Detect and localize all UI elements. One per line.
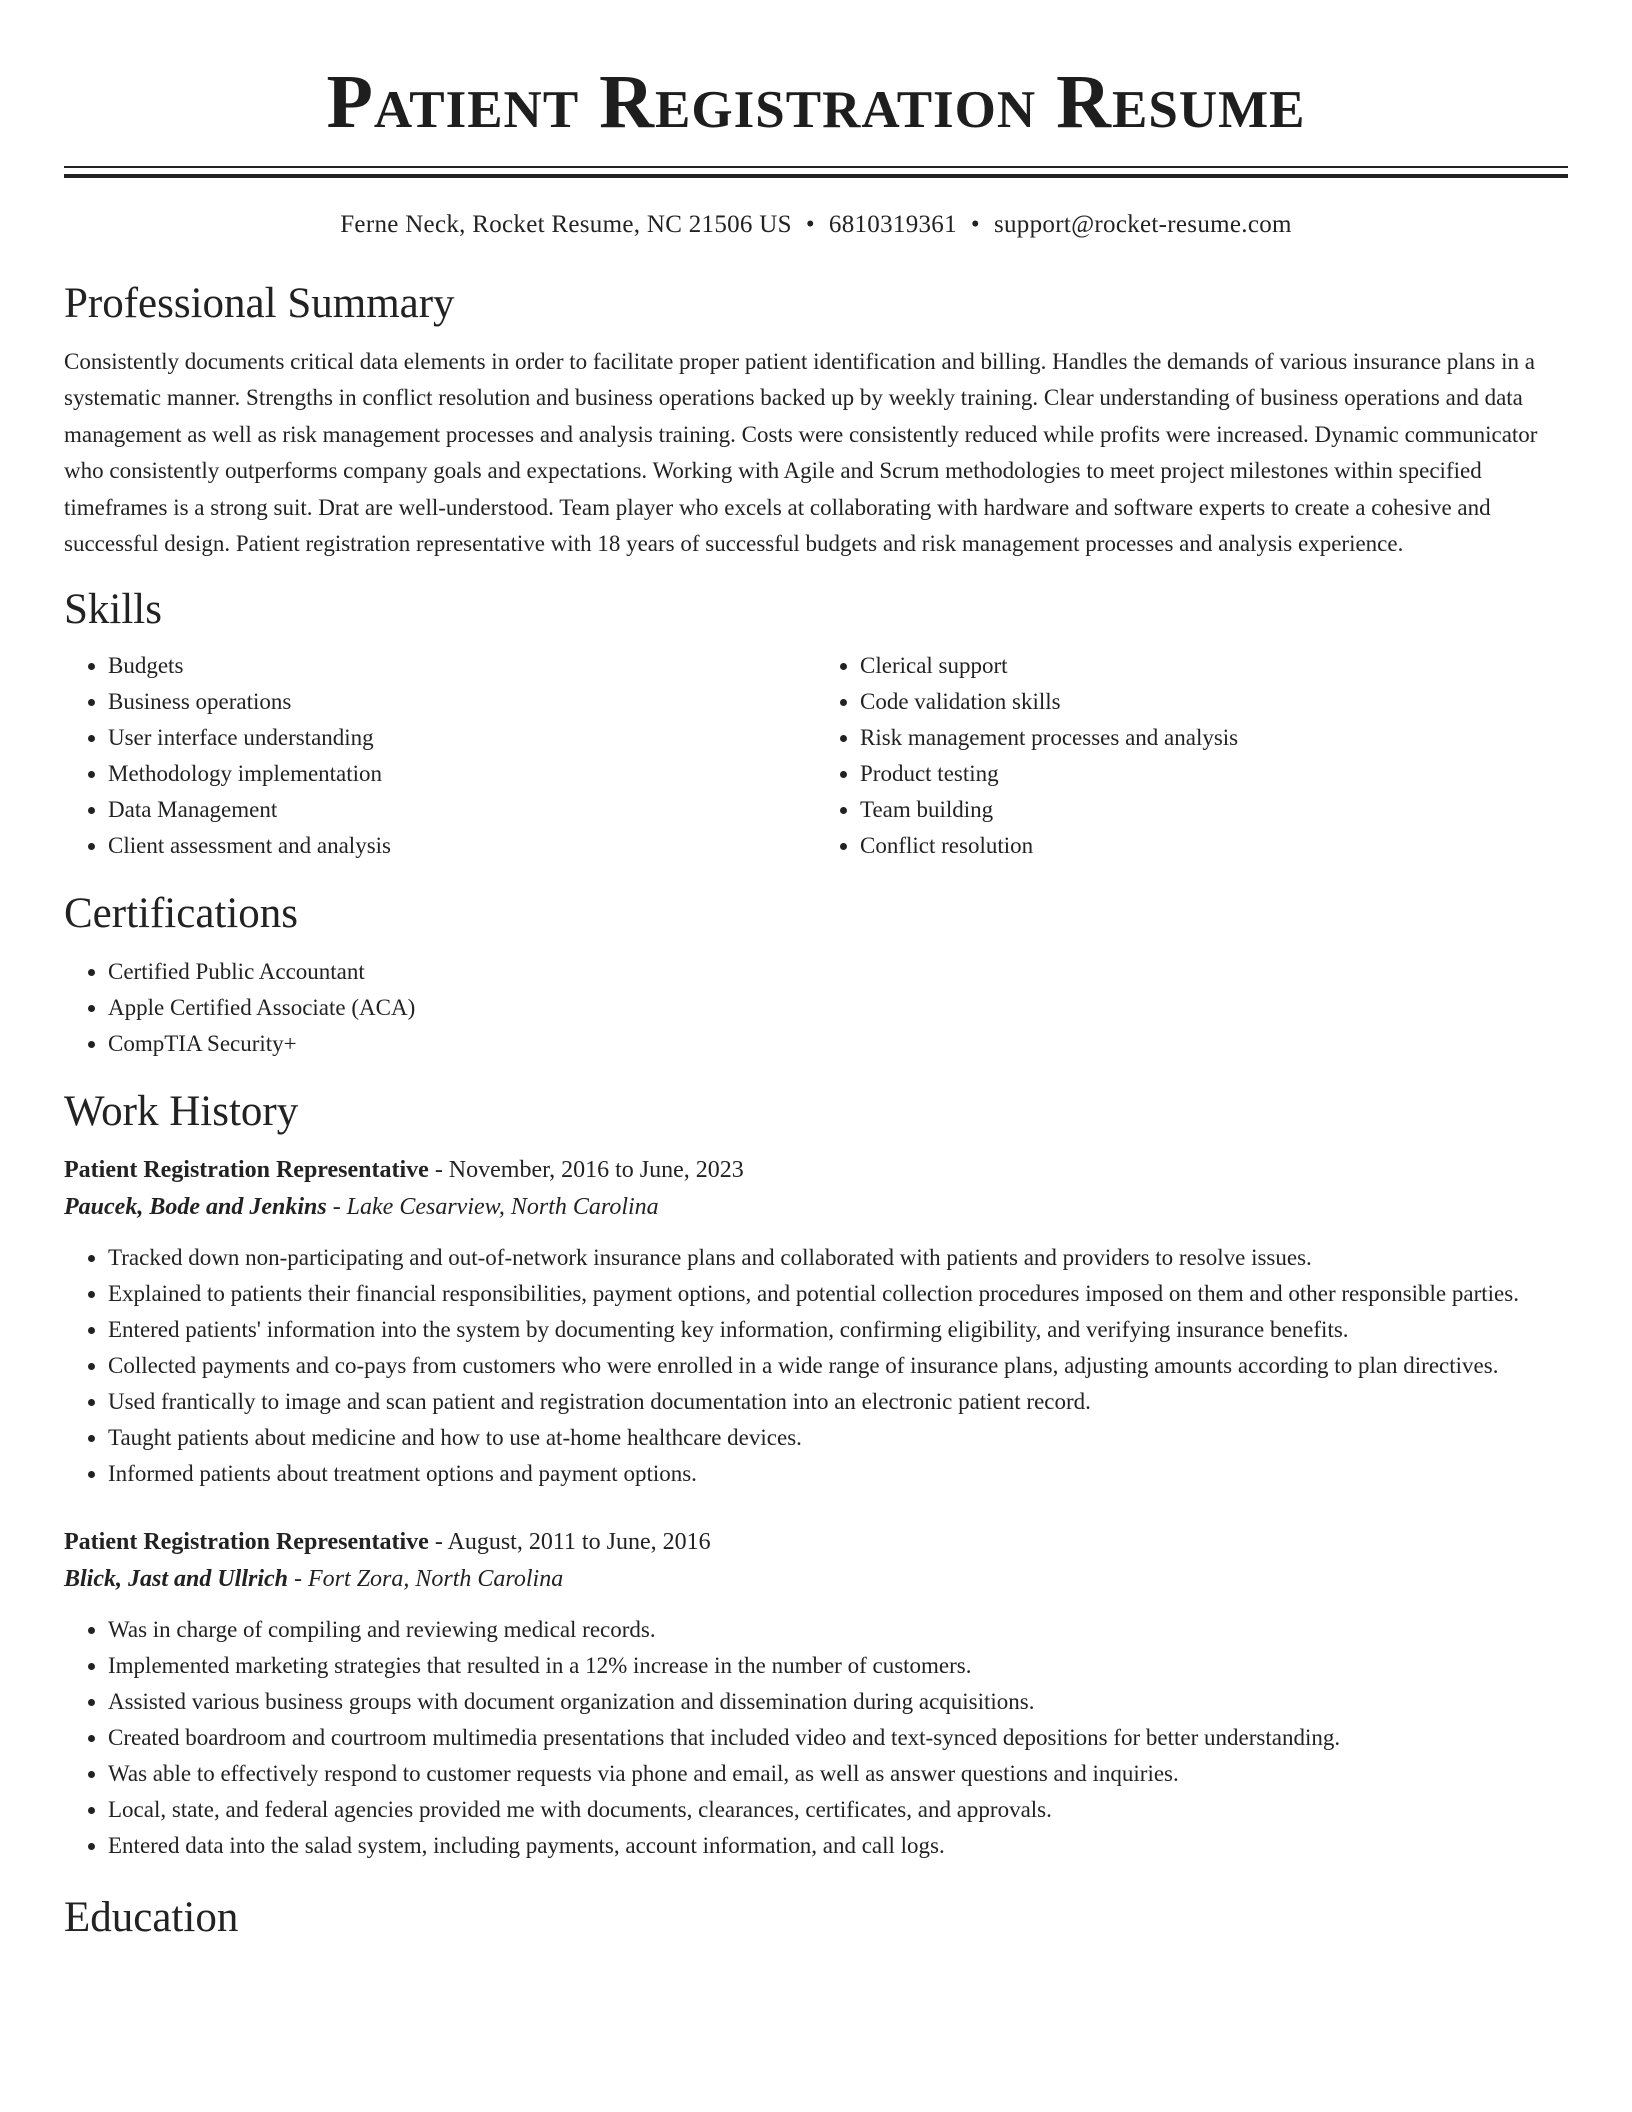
job-role: Patient Registration Representative — [64, 1529, 429, 1556]
job-duties-list — [64, 1240, 1568, 1492]
job-duty: • Was in charge of compiling and reviewing medical records. — [108, 1612, 1568, 1648]
job-employer — [64, 1189, 1568, 1226]
contact-line — [64, 208, 1568, 242]
job-company: Paucek, Bode and Jenkins — [64, 1194, 327, 1221]
certification-item: • CompTIA Security+ — [108, 1026, 1568, 1062]
job-company: Blick, Jast and Ullrich — [64, 1566, 289, 1593]
job-duty: • Informed patients about treatment options and payment options. — [108, 1456, 1568, 1492]
skill-item: • Business operations — [108, 684, 816, 720]
skill-item: • Conflict resolution — [860, 828, 1568, 864]
job-location: - Fort Zora, North Carolina — [288, 1566, 564, 1593]
skill-item: • Code validation skills — [860, 684, 1568, 720]
job-duty: • Implemented marketing strategies that resulted in a 12% increase in the number of customers. — [108, 1648, 1568, 1684]
job-duty: • Was able to effectively respond to customer requests via phone and email, as well as answer questions and inquiries. — [108, 1756, 1568, 1792]
skill-item: • Team building — [860, 792, 1568, 828]
job-header — [64, 1524, 1568, 1561]
job-role: Patient Registration Representative — [64, 1157, 429, 1184]
skill-item: • User interface understanding — [108, 720, 816, 756]
job-entry — [64, 1524, 1568, 1864]
job-duty: • Tracked down non-participating and out-of-network insurance plans and collaborated with patients and providers to resolve issues. — [108, 1240, 1568, 1276]
skill-item: • Risk management processes and analysis — [860, 720, 1568, 756]
certification-item: • Apple Certified Associate (ACA) — [108, 990, 1568, 1026]
job-duty: • Entered data into the salad system, including payments, account information, and call logs. — [108, 1828, 1568, 1864]
skills-grid — [64, 648, 1568, 864]
summary-heading: Professional Summary — [64, 280, 455, 327]
job-location: - Lake Cesarview, North Carolina — [326, 1194, 659, 1221]
certifications-heading: Certifications — [64, 890, 299, 938]
job-duty: • Local, state, and federal agencies provided me with documents, clearances, certificates, and approvals. — [108, 1792, 1568, 1828]
job-header — [64, 1152, 1568, 1189]
skills-list-left — [64, 648, 816, 864]
skill-item: • Budgets — [108, 648, 816, 684]
skill-item: • Client assessment and analysis — [108, 828, 816, 864]
title-divider-thin — [64, 166, 1568, 168]
education-section — [64, 1892, 1568, 1944]
skills-heading: Skills — [64, 586, 162, 634]
education-heading: Education — [64, 1894, 239, 1942]
page-title: Patient Registration Resume — [326, 60, 1306, 144]
job-entry — [64, 1152, 1568, 1492]
work-history-section — [64, 1086, 1568, 1864]
work-history-heading: Work History — [64, 1088, 299, 1136]
skill-item: • Product testing — [860, 756, 1568, 792]
skills-section — [64, 584, 1568, 864]
skill-item: • Methodology implementation — [108, 756, 816, 792]
title-divider-thick — [64, 174, 1568, 178]
skill-item: • Data Management — [108, 792, 816, 828]
job-duty: • Collected payments and co-pays from customers who were enrolled in a wide range of insurance plans, adjusting amounts according to plan directives. — [108, 1348, 1568, 1384]
job-duty: • Used frantically to image and scan patient and registration documentation into an electronic patient record. — [108, 1384, 1568, 1420]
summary-text: Consistently documents critical data elements in order to facilitate proper patient identification and billing. Handles the demands of various insurance plans in a systematic manner. Strengths in conflict resolution and business operations backed up by weekly training. Clear understanding of business operations and data management as well as risk management processes and analysis training. Costs were consistently reduced while profits were increased. Dynamic communicator who consistently outperforms company goals and expectations. Working with Agile and Scrum methodologies to meet project milestones within specified timeframes is a strong suit. Drat are well-understood. Team player who excels at collaborating with hardware and software experts to create a cohesive and successful design. Patient registration representative with 18 years of successful budgets and risk management processes and analysis experience. — [64, 349, 1538, 557]
job-dates: - August, 2011 to June, 2016 — [428, 1529, 711, 1556]
certifications-section — [64, 888, 1568, 1062]
summary-section — [64, 278, 1568, 562]
skills-list-right — [816, 648, 1568, 864]
contact-separator: • — [805, 211, 815, 238]
job-duty: • Explained to patients their financial responsibilities, payment options, and potential collection procedures imposed on them and other responsible parties. — [108, 1276, 1568, 1312]
job-duties-list — [64, 1612, 1568, 1864]
contact-separator: • — [970, 211, 980, 238]
certification-item: • Certified Public Accountant — [108, 954, 1568, 990]
certifications-list — [64, 954, 1568, 1062]
job-duty: • Created boardroom and courtroom multimedia presentations that included video and text-synced depositions for better understanding. — [108, 1720, 1568, 1756]
contact-phone: 6810319361 — [828, 211, 957, 238]
contact-email: support@rocket-resume.com — [993, 211, 1292, 238]
contact-address: Ferne Neck, Rocket Resume, NC 21506 US — [340, 211, 792, 238]
job-duty: • Entered patients' information into the system by documenting key information, confirming eligibility, and verifying insurance benefits. — [108, 1312, 1568, 1348]
job-duty: • Assisted various business groups with document organization and dissemination during acquisitions. — [108, 1684, 1568, 1720]
job-duty: • Taught patients about medicine and how to use at-home healthcare devices. — [108, 1420, 1568, 1456]
job-dates: - November, 2016 to June, 2023 — [428, 1157, 744, 1184]
skill-item: • Clerical support — [860, 648, 1568, 684]
job-employer — [64, 1561, 1568, 1598]
